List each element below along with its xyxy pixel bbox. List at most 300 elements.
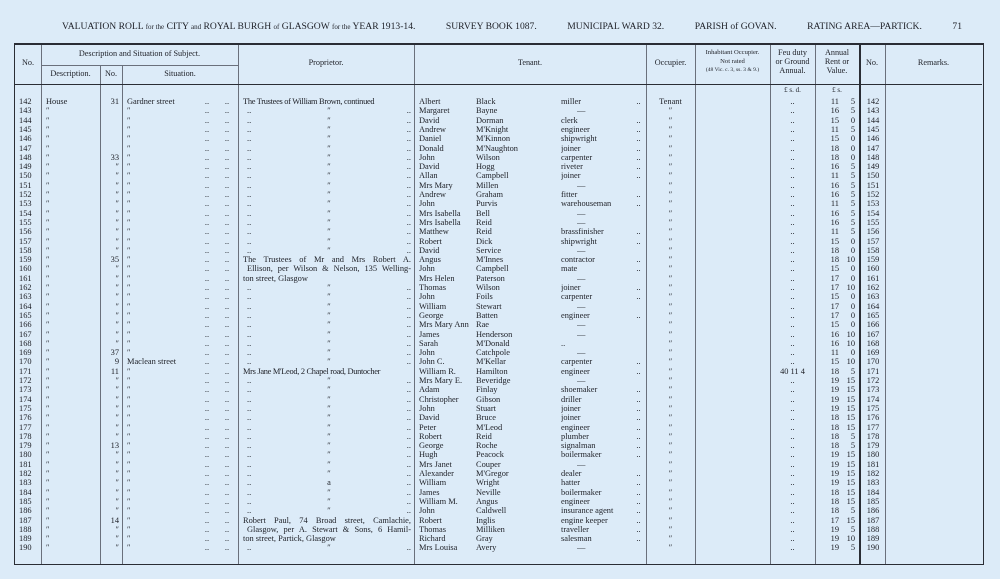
leader-dots: .. <box>224 199 230 209</box>
description: ″ <box>46 106 50 116</box>
situation: ″ <box>127 413 131 423</box>
feu-duty: .. <box>790 320 795 330</box>
description: ″ <box>46 469 50 478</box>
rent-pounds: 15 <box>830 264 839 274</box>
leader-dots: .. <box>204 134 210 144</box>
leader-dots: .. <box>636 422 641 432</box>
row-number-right: 187 <box>866 515 880 525</box>
house-number: ″ <box>115 469 119 478</box>
description: ″ <box>46 487 50 497</box>
situation: ″ <box>127 506 131 516</box>
feu-duty: .. <box>790 487 795 497</box>
house-number: ″ <box>115 403 119 413</box>
house-number: ″ <box>115 227 119 237</box>
house-number: ″ <box>115 190 119 199</box>
leader-dots: .. <box>204 469 210 478</box>
house-number: ″ <box>115 301 119 311</box>
occupier: ″ <box>668 496 673 506</box>
table-row <box>15 283 985 292</box>
feu-duty: .. <box>790 245 795 255</box>
rent-pounds: 16 <box>830 217 839 227</box>
row-number-right: 147 <box>866 143 880 153</box>
description: ″ <box>46 534 50 544</box>
leader-dots: .. <box>636 478 641 488</box>
feu-duty: .. <box>790 301 795 311</box>
table-row <box>15 106 985 115</box>
feu-duty: .. <box>790 338 795 348</box>
leader-dots: .. <box>636 162 641 172</box>
tenant-surname: M'Leod <box>476 422 503 432</box>
col-inhabitant-line: Not rated <box>720 57 745 65</box>
feu-duty: .. <box>790 255 795 265</box>
tenant-occupation: clerk <box>561 115 578 125</box>
table-row <box>15 525 985 534</box>
description: ″ <box>46 515 50 525</box>
tenant-occupation: — <box>577 329 586 339</box>
rent-shillings: 10 <box>846 255 855 265</box>
rent-pounds: 19 <box>830 543 839 553</box>
row-number-right: 144 <box>866 115 880 125</box>
situation: ″ <box>127 292 131 302</box>
page-number: 71 <box>952 21 962 32</box>
tenant-surname: Finlay <box>476 385 498 395</box>
row-number-right: 180 <box>866 450 880 460</box>
leader-dots: .. <box>224 543 230 553</box>
proprietor: .. ″ .. <box>247 441 411 451</box>
tenant-surname: Hogg <box>476 162 495 172</box>
tenant-first-name: Daniel <box>419 134 442 144</box>
feu-duty: .. <box>790 394 795 404</box>
feu-duty: .. <box>790 97 795 106</box>
proprietor: .. ″ .. <box>247 143 411 153</box>
row-number-right: 170 <box>866 357 880 367</box>
table-row <box>15 274 985 283</box>
description: ″ <box>46 273 50 283</box>
rent-pounds: 16 <box>830 208 839 218</box>
leader-dots: .. <box>224 292 230 302</box>
tenant-surname: Campbell <box>476 171 509 181</box>
feu-duty: .. <box>790 217 795 227</box>
occupier: Tenant <box>659 97 682 106</box>
tenant-surname: Catchpole <box>476 348 510 358</box>
leader-dots: .. <box>204 162 210 172</box>
leader-dots: .. <box>204 199 210 209</box>
tenant-occupation: — <box>577 106 586 116</box>
description: ″ <box>46 190 50 199</box>
leader-dots: .. <box>636 450 641 460</box>
tenant-occupation: insurance agent <box>561 506 614 516</box>
feu-duty: .. <box>790 124 795 134</box>
tenant-first-name: Mrs Isabella <box>419 217 461 227</box>
rent-shillings: 15 <box>846 376 855 385</box>
house-number: ″ <box>115 208 119 218</box>
table-row <box>15 413 985 422</box>
leader-dots: .. <box>204 385 210 395</box>
tenant-surname: M'Kinnon <box>476 134 511 144</box>
occupier: ″ <box>668 459 673 469</box>
table-row <box>15 348 985 357</box>
leader-dots: .. <box>204 115 210 125</box>
leader-dots: .. <box>204 301 210 311</box>
row-number: 144 <box>19 115 32 125</box>
occupier: ″ <box>668 106 673 116</box>
feu-duty: .. <box>790 403 795 413</box>
page-header <box>62 21 962 32</box>
rent-shillings: 5 <box>850 190 855 199</box>
row-number-right: 188 <box>866 524 880 534</box>
proprietor: .. a .. <box>247 478 411 488</box>
proprietor: .. ″ .. <box>247 459 411 469</box>
tenant-first-name: John <box>419 264 435 274</box>
situation: ″ <box>127 469 131 478</box>
rent-shillings: 5 <box>850 543 855 553</box>
description: ″ <box>46 431 50 441</box>
table-row <box>15 385 985 394</box>
tenant-surname: Inglis <box>476 515 496 525</box>
table-row <box>15 218 985 227</box>
col-feu-line: Feu duty <box>778 48 807 57</box>
leader-dots: .. <box>636 385 641 395</box>
col-feu-line: Annual. <box>779 66 806 75</box>
leader-dots: .. <box>204 171 210 181</box>
row-number-right: 154 <box>866 208 880 218</box>
table-row <box>15 292 985 301</box>
col-occupier: Occupier. <box>654 58 687 67</box>
rent-shillings: 10 <box>846 534 855 544</box>
rent-shillings: 5 <box>850 506 855 516</box>
tenant-first-name: Christopher <box>419 394 459 404</box>
situation: ″ <box>127 431 131 441</box>
tenant-surname: Hamilton <box>476 366 508 376</box>
proprietor: .. ″ .. <box>247 394 411 404</box>
tenant-occupation: joiner <box>561 413 581 423</box>
feu-duty: .. <box>790 143 795 153</box>
house-number: ″ <box>115 394 119 404</box>
house-number: ″ <box>115 413 119 423</box>
description: ″ <box>46 199 50 209</box>
description: ″ <box>46 264 50 274</box>
table-row <box>15 302 985 311</box>
tenant-first-name: Mrs Louisa <box>419 543 458 553</box>
row-number: 150 <box>19 171 32 181</box>
leader-dots: .. <box>224 496 230 506</box>
row-number-right: 172 <box>866 376 880 385</box>
tenant-first-name: John <box>419 152 435 162</box>
situation: ″ <box>127 496 131 506</box>
rent-pounds: 16 <box>830 106 839 116</box>
col-proprietor: Proprietor. <box>308 58 344 67</box>
feu-duty: .. <box>790 264 795 274</box>
house-number: ″ <box>115 385 119 395</box>
rent-shillings: 5 <box>850 124 855 134</box>
tenant-first-name: Andrew <box>419 124 446 134</box>
feu-duty: .. <box>790 543 795 553</box>
tenant-surname: M'Knight <box>476 124 509 134</box>
tenant-surname: Gray <box>476 534 493 544</box>
title-part: ROYAL BURGH <box>203 21 272 32</box>
tenant-occupation: boilermaker <box>561 487 602 497</box>
rent-shillings: 10 <box>846 357 855 367</box>
feu-duty: .. <box>790 236 795 246</box>
row-number-right: 150 <box>866 171 880 181</box>
row-number: 163 <box>19 292 32 302</box>
tenant-first-name: John C. <box>419 357 445 367</box>
row-number-right: 161 <box>866 273 880 283</box>
description: ″ <box>46 478 50 488</box>
leader-dots: .. <box>224 478 230 488</box>
leader-dots: .. <box>204 534 210 544</box>
leader-dots: .. <box>224 273 230 283</box>
rent-shillings: 0 <box>850 152 855 162</box>
row-number-right: 173 <box>866 385 880 395</box>
feu-duty: .. <box>790 422 795 432</box>
occupier: ″ <box>668 413 673 423</box>
col-rent-line: Annual <box>824 48 850 57</box>
tenant-occupation: dealer <box>561 469 582 478</box>
tenant-surname: Batten <box>476 310 498 320</box>
title-part: of <box>273 23 280 31</box>
proprietor: .. ″ .. <box>247 357 411 367</box>
leader-dots: .. <box>224 124 230 134</box>
description: ″ <box>46 385 50 395</box>
description: ″ <box>46 171 50 181</box>
leader-dots: .. <box>224 264 230 274</box>
tenant-occupation: carpenter <box>561 292 593 302</box>
rent-shillings: 0 <box>850 115 855 125</box>
description: ″ <box>46 208 50 218</box>
proprietor: .. ″ .. <box>247 180 411 190</box>
rent-pounds: 18 <box>830 143 839 153</box>
occupier: ″ <box>668 478 673 488</box>
title-part: YEAR 1913-14. <box>352 21 416 32</box>
row-number: 185 <box>19 496 32 506</box>
situation: ″ <box>127 524 131 534</box>
rent-shillings: 0 <box>850 310 855 320</box>
situation: ″ <box>127 106 131 116</box>
row-number: 160 <box>19 264 32 274</box>
row-number-right: 151 <box>866 180 880 190</box>
situation: ″ <box>127 394 131 404</box>
situation: ″ <box>127 199 131 209</box>
proprietor: .. ″ .. <box>247 301 411 311</box>
description: ″ <box>46 459 50 469</box>
tenant-surname: Couper <box>476 459 501 469</box>
tenant-occupation: miller <box>561 97 582 106</box>
tenant-surname: Henderson <box>476 329 513 339</box>
occupier: ″ <box>668 143 673 153</box>
tenant-first-name: Adam <box>419 385 440 395</box>
leader-dots: .. <box>204 487 210 497</box>
house-number: ″ <box>115 320 119 330</box>
tenant-first-name: James <box>419 487 440 497</box>
rent-shillings: 5 <box>850 106 855 116</box>
proprietor: .. ″ .. <box>247 506 411 516</box>
tenant-surname: Black <box>476 97 496 106</box>
feu-duty: .. <box>790 329 795 339</box>
leader-dots: .. <box>204 97 210 106</box>
leader-dots: .. <box>636 431 641 441</box>
title-part: for the <box>145 23 165 31</box>
table-row <box>15 357 985 366</box>
rent-pounds: 11 <box>830 171 839 181</box>
row-number: 173 <box>19 385 32 395</box>
tenant-surname: M'Donald <box>476 338 510 348</box>
tenant-first-name: Mrs Mary Ann <box>419 320 469 330</box>
table-row <box>15 125 985 134</box>
feu-duty: .. <box>790 152 795 162</box>
survey-book: SURVEY BOOK 1087. <box>445 21 537 32</box>
occupier: ″ <box>668 543 673 553</box>
row-number-right: 174 <box>866 394 880 404</box>
house-number: ″ <box>115 422 119 432</box>
tenant-first-name: Mrs Janet <box>419 459 452 469</box>
description: ″ <box>46 506 50 516</box>
table-row <box>15 190 985 199</box>
table-row <box>15 255 985 264</box>
row-number: 154 <box>19 208 32 218</box>
table-row <box>15 181 985 190</box>
house-number: ″ <box>115 171 119 181</box>
leader-dots: .. <box>204 320 210 330</box>
proprietor: Glasgow, per A. Stewart & Sons, 6 Hamil- <box>247 524 411 534</box>
occupier: ″ <box>668 236 673 246</box>
tenant-surname: M'Kellar <box>476 357 506 367</box>
occupier: ″ <box>668 357 673 367</box>
tenant-first-name: John <box>419 506 435 516</box>
tenant-surname: Wright <box>476 478 500 488</box>
proprietor: .. ″ .. <box>247 236 411 246</box>
description: ″ <box>46 236 50 246</box>
rent-shillings: 10 <box>846 329 855 339</box>
tenant-occupation: — <box>577 320 586 330</box>
tenant-first-name: Richard <box>419 534 446 544</box>
leader-dots: .. <box>224 143 230 153</box>
rent-shillings: 15 <box>846 450 855 460</box>
leader-dots: .. <box>224 366 230 376</box>
table-row <box>15 134 985 143</box>
tenant-occupation: shipwright <box>561 236 597 246</box>
col-description: Description. <box>50 69 91 78</box>
house-number: ″ <box>115 283 119 292</box>
table-row <box>15 97 985 106</box>
occupier: ″ <box>668 180 673 190</box>
row-number: 162 <box>19 283 32 292</box>
situation: ″ <box>127 273 131 283</box>
title-part: for the <box>331 23 351 31</box>
rent-shillings: 0 <box>850 143 855 153</box>
rent-shillings: 5 <box>850 171 855 181</box>
proprietor: .. ″ .. <box>247 496 411 506</box>
tenant-surname: Reid <box>476 431 492 441</box>
proprietor: ton street, Partick, Glasgow <box>243 534 336 544</box>
col-remarks: Remarks. <box>917 58 950 67</box>
tenant-occupation: shipwright <box>561 134 597 144</box>
rent-shillings: 0 <box>850 245 855 255</box>
tenant-first-name: Hugh <box>419 450 438 460</box>
leader-dots: .. <box>224 245 230 255</box>
proprietor: Robert Paul, 74 Broad street, Camlachie, <box>243 515 411 525</box>
rent-pounds: 19 <box>830 478 839 488</box>
situation: ″ <box>127 450 131 460</box>
valuation-table <box>14 43 984 565</box>
proprietor: .. ″ .. <box>247 124 411 134</box>
tenant-occupation: engineer <box>561 310 590 320</box>
leader-dots: .. <box>224 227 230 237</box>
tenant-first-name: Sarah <box>419 338 439 348</box>
house-number: 35 <box>110 255 119 265</box>
rent-pounds: 17 <box>830 301 839 311</box>
description: ″ <box>46 338 50 348</box>
proprietor: .. ″ .. <box>247 543 411 553</box>
leader-dots: .. <box>224 338 230 348</box>
col-description-situation: Description and Situation of Subject. <box>78 49 201 58</box>
rent-shillings: 0 <box>850 273 855 283</box>
situation: ″ <box>127 283 131 292</box>
leader-dots: .. <box>224 385 230 395</box>
rent-shillings: 5 <box>850 524 855 534</box>
description: ″ <box>46 376 50 385</box>
row-number-right: 186 <box>866 506 880 516</box>
proprietor: .. ″ .. <box>247 134 411 144</box>
situation: ″ <box>127 310 131 320</box>
row-number: 155 <box>19 217 32 227</box>
row-number-right: 145 <box>866 124 880 134</box>
occupier: ″ <box>668 115 673 125</box>
tenant-surname: Bruce <box>476 413 496 423</box>
situation: ″ <box>127 264 131 274</box>
rent-pounds: 17 <box>830 515 839 525</box>
tenant-occupation: brassfinisher <box>561 227 604 237</box>
feu-duty: .. <box>790 283 795 292</box>
house-number: ″ <box>115 180 119 190</box>
tenant-surname: Roche <box>476 441 498 451</box>
leader-dots: .. <box>204 348 210 358</box>
description: ″ <box>46 255 50 265</box>
proprietor: .. ″ .. <box>247 245 411 255</box>
description: ″ <box>46 124 50 134</box>
feu-duty: .. <box>790 431 795 441</box>
leader-dots: .. <box>224 134 230 144</box>
rent-pounds: 19 <box>830 450 839 460</box>
row-number-right: 183 <box>866 478 880 488</box>
tenant-first-name: John <box>419 403 435 413</box>
situation: ″ <box>127 543 131 553</box>
tenant-first-name: William R. <box>419 366 456 376</box>
leader-dots: .. <box>636 487 641 497</box>
leader-dots: .. <box>224 152 230 162</box>
tenant-occupation: — <box>577 459 586 469</box>
tenant-occupation: fitter <box>561 190 578 199</box>
row-number: 156 <box>19 227 32 237</box>
table-row <box>15 460 985 469</box>
rent-pounds: 11 <box>830 348 839 358</box>
table-row <box>15 395 985 404</box>
description: ″ <box>46 310 50 320</box>
proprietor: .. ″ .. <box>247 385 411 395</box>
tenant-occupation: — <box>577 217 586 227</box>
rent-pounds: 11 <box>830 199 839 209</box>
feu-duty: .. <box>790 506 795 516</box>
leader-dots: .. <box>204 543 210 553</box>
tenant-surname: Purvis <box>476 199 498 209</box>
leader-dots: .. <box>204 124 210 134</box>
row-number-right: 178 <box>866 431 880 441</box>
row-number-right: 185 <box>866 496 880 506</box>
leader-dots: .. <box>224 310 230 320</box>
rent-pounds: 16 <box>830 180 839 190</box>
feu-duty: .. <box>790 199 795 209</box>
row-number-right: 190 <box>866 543 880 553</box>
